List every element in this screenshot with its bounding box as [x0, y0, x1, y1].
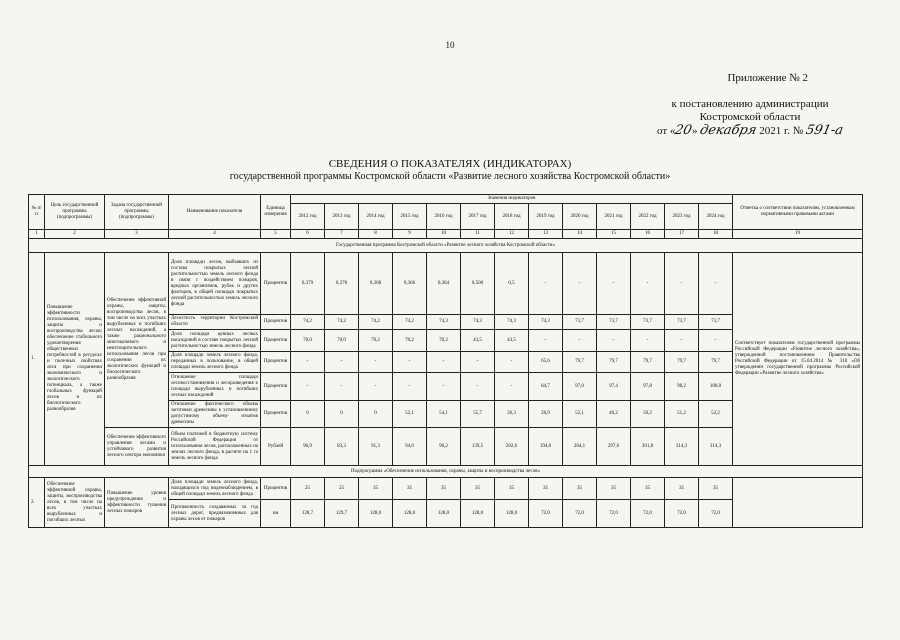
column-number: 17: [665, 230, 699, 239]
value-cell: 74,2: [325, 315, 359, 330]
value-cell: 43,5: [495, 330, 529, 352]
section-title-program: Государственная программа Костромской области «Развитие лесного хозяйства Костромской области»: [29, 239, 863, 253]
appendix-date-line: [640, 124, 860, 138]
value-cell: 74,2: [393, 315, 427, 330]
value-cell: -: [597, 253, 631, 315]
value-cell: 74,3: [529, 315, 563, 330]
column-number: 16: [631, 230, 665, 239]
value-cell: 55,7: [461, 401, 495, 428]
value-cell: -: [495, 352, 529, 373]
value-cell: 52,2: [699, 401, 733, 428]
unit-cell: Процентов: [261, 330, 291, 352]
value-cell: -: [699, 253, 733, 315]
goal-cell: Обеспечение эффективной охраны, защиты, воспроизводства лесов, в том числе на всех участках вырубленных и погибших лесных: [45, 478, 105, 528]
value-cell: 264,1: [563, 428, 597, 466]
value-cell: 35: [699, 478, 733, 500]
value-cell: 35: [563, 478, 597, 500]
note-cell: Соответствует показателям государственной программы Российской Федерации «Развитие лесного хозяйства», утвержденной постановлением Правительства Российской Федерации от 15.04.2014 № 318 «Об утверждении государственной программы Российской Федерации «Развитие лесного хозяйства»: [733, 253, 863, 466]
year-header: 2017 год: [461, 204, 495, 230]
value-cell: 72,0: [631, 500, 665, 528]
appendix-title: Приложение № 2: [727, 72, 808, 84]
value-cell: 0: [291, 401, 325, 428]
task-cell: Обеспечение эффективной охраны, защиты, воспроизводства лесов, в том числе на всех участках вырубленных и погибших лесных насаждений, а также рационального многоцелевого и неистощительного использования лесов при сохранении их экологических функций и биологического разнообразия: [105, 253, 169, 428]
year-header: 2022 год: [631, 204, 665, 230]
document-subtitle: государственной программы Костромской области «Развитие лесного хозяйства Костромской области»: [229, 171, 671, 182]
unit-cell: Процентов: [261, 352, 291, 373]
header-note: Отметка о соответствии показателям, установленным нормативными правовыми актами: [733, 195, 863, 230]
value-cell: 73,7: [631, 315, 665, 330]
value-cell: 79,7: [563, 352, 597, 373]
indicator-name: Доля площади земель лесного фонда, находящихся под видеонаблюдением, в общей площади земель лесного фонда: [169, 478, 261, 500]
unit-cell: Процентов: [261, 253, 291, 315]
value-cell: 26,9: [529, 401, 563, 428]
value-cell: 97,4: [597, 373, 631, 401]
value-cell: -: [291, 373, 325, 401]
value-cell: 35: [631, 478, 665, 500]
appendix-reference: [640, 98, 860, 138]
column-number: 3: [105, 230, 169, 239]
column-number: 6: [291, 230, 325, 239]
value-cell: 35: [495, 478, 529, 500]
value-cell: 54,1: [427, 401, 461, 428]
table-row: [29, 478, 863, 500]
value-cell: 74,3: [461, 315, 495, 330]
year-header: 2013 год: [325, 204, 359, 230]
value-cell: 74,3: [427, 315, 461, 330]
value-cell: 97,8: [631, 373, 665, 401]
column-number: 13: [529, 230, 563, 239]
value-cell: 70,0: [325, 330, 359, 352]
indicator-name: Лесистость территории Костромской области: [169, 315, 261, 330]
value-cell: 35: [597, 478, 631, 500]
year-header: 2023 год: [665, 204, 699, 230]
value-cell: 314,3: [699, 428, 733, 466]
value-cell: 0,500: [461, 253, 495, 315]
column-number: 1: [29, 230, 45, 239]
value-cell: 35: [461, 478, 495, 500]
year-header: 2021 год: [597, 204, 631, 230]
value-cell: 129,7: [325, 500, 359, 528]
value-cell: 25: [325, 478, 359, 500]
column-number: 2: [45, 230, 105, 239]
value-cell: 128,7: [291, 500, 325, 528]
value-cell: 70,2: [393, 330, 427, 352]
value-cell: 52,1: [563, 401, 597, 428]
task-cell: Обеспечение эффективного управления лесами и устойчивого развития лесного сектора экономики: [105, 428, 169, 466]
value-cell: 128,0: [393, 500, 427, 528]
year-header: 2024 год: [699, 204, 733, 230]
value-cell: 73,7: [699, 315, 733, 330]
column-number: 10: [427, 230, 461, 239]
section-title-subprogram: Подпрограмма «Обеспечение использования, охраны, защиты и воспроизводства лесов»: [29, 466, 863, 478]
page-number: 10: [445, 40, 455, 50]
year-header: 2012 год: [291, 204, 325, 230]
value-cell: 83,3: [325, 428, 359, 466]
table-body: [29, 239, 863, 528]
document-title: СВЕДЕНИЯ О ПОКАЗАТЕЛЯХ (ИНДИКАТОРАХ): [328, 158, 572, 170]
header-indicator: Наименование показателя: [169, 195, 261, 230]
indicator-name: Доля площади земель лесного фонда, переданных в пользование, в общей площади земель лесного фонда: [169, 352, 261, 373]
value-cell: 202,6: [495, 428, 529, 466]
value-cell: 0,370: [325, 253, 359, 315]
note-cell: [733, 478, 863, 528]
unit-cell: Процентов: [261, 373, 291, 401]
value-cell: 65,6: [529, 352, 563, 373]
indicator-name: Объем платежей в бюджетную систему Российской Федерации от использования лесов, расположенных на землях лесного фонда, в расчете на 1 га земель лесного фонда: [169, 428, 261, 466]
value-cell: 98,2: [665, 373, 699, 401]
value-cell: 51,2: [665, 401, 699, 428]
value-cell: 91,3: [359, 428, 393, 466]
value-cell: 35: [665, 478, 699, 500]
value-cell: 52,1: [393, 401, 427, 428]
date-month-handwritten: декабря: [698, 123, 759, 138]
value-cell: 74,3: [495, 315, 529, 330]
unit-cell: Процентов: [261, 315, 291, 330]
year-header: 2015 год: [393, 204, 427, 230]
value-cell: 50,2: [631, 401, 665, 428]
value-cell: -: [597, 330, 631, 352]
task-cell: Повышение уровня предупреждения и эффективности тушения лесных пожаров: [105, 478, 169, 528]
value-cell: 297,6: [597, 428, 631, 466]
value-cell: -: [461, 352, 495, 373]
header-goal: Цель государственной программы (подпрограммы): [45, 195, 105, 230]
value-cell: 0: [359, 401, 393, 428]
value-cell: 0,379: [291, 253, 325, 315]
indicator-name: Отношение фактического объема заготовки древесины к установленному допустимому объему изъятия древесины: [169, 401, 261, 428]
year-header: 2014 год: [359, 204, 393, 230]
value-cell: 0,368: [359, 253, 393, 315]
value-cell: -: [393, 352, 427, 373]
value-cell: 74,2: [291, 315, 325, 330]
section-row: [29, 466, 863, 478]
value-cell: 128,0: [495, 500, 529, 528]
value-cell: -: [665, 330, 699, 352]
indicator-name: Отношение площади лесовосстановления и лесоразведения к площади вырубленных и погибших лесных насаждений: [169, 373, 261, 401]
value-cell: 79,7: [665, 352, 699, 373]
year-header: 2019 год: [529, 204, 563, 230]
value-cell: 79,7: [597, 352, 631, 373]
indicators-table: [28, 194, 863, 528]
value-cell: 73,7: [563, 315, 597, 330]
year-header: 2020 год: [563, 204, 597, 230]
unit-cell: км: [261, 500, 291, 528]
value-cell: 139,5: [461, 428, 495, 466]
value-cell: 70,2: [427, 330, 461, 352]
column-number: 11: [461, 230, 495, 239]
value-cell: 79,7: [631, 352, 665, 373]
value-cell: 0: [325, 401, 359, 428]
indicator-name: Протяженность создаваемых за год лесных дорог, предназначенных для охраны лесов от пожаров: [169, 500, 261, 528]
value-cell: -: [461, 373, 495, 401]
column-numbers-row: [29, 230, 863, 239]
value-cell: 72,0: [563, 500, 597, 528]
row-number: 1.: [29, 253, 45, 466]
value-cell: 70,2: [359, 330, 393, 352]
value-cell: 100,0: [699, 373, 733, 401]
value-cell: 96,9: [291, 428, 325, 466]
column-number: 5: [261, 230, 291, 239]
date-prefix: от «: [656, 125, 676, 137]
value-cell: -: [393, 373, 427, 401]
value-cell: 72,0: [665, 500, 699, 528]
value-cell: 72,0: [699, 500, 733, 528]
value-cell: -: [325, 352, 359, 373]
goal-cell: Повышение эффективности использования, охраны, защиты и воспроизводства лесов; обеспечение стабильного удовлетворения общественных потребностей в ресурсах и полезных свойствах леса при сохранении экономического и экологического потенциала, а также глобальных функций лесов и их биологического разнообразия: [45, 253, 105, 466]
value-cell: -: [427, 352, 461, 373]
value-cell: 0,5: [495, 253, 529, 315]
header-values: Значения индикаторов: [291, 195, 733, 204]
value-cell: -: [631, 253, 665, 315]
value-cell: 128,0: [461, 500, 495, 528]
value-cell: 314,3: [665, 428, 699, 466]
value-cell: 72,0: [529, 500, 563, 528]
row-number: 2.: [29, 478, 45, 528]
value-cell: -: [631, 330, 665, 352]
header-row: [29, 195, 863, 204]
column-number: 15: [597, 230, 631, 239]
value-cell: 35: [427, 478, 461, 500]
value-cell: -: [291, 352, 325, 373]
year-header: 2016 год: [427, 204, 461, 230]
value-cell: 0,366: [393, 253, 427, 315]
year-header: 2018 год: [495, 204, 529, 230]
table-row: [29, 253, 863, 315]
column-number: 19: [733, 230, 863, 239]
header-task: Задача государственной программы (подпрограммы): [105, 195, 169, 230]
value-cell: -: [699, 330, 733, 352]
value-cell: 74,2: [359, 315, 393, 330]
appendix-line-2: Костромской области: [699, 111, 801, 123]
column-number: 9: [393, 230, 427, 239]
value-cell: 128,0: [427, 500, 461, 528]
decree-number-handwritten: 591-а: [804, 123, 845, 138]
column-number: 18: [699, 230, 733, 239]
unit-cell: Процентов: [261, 401, 291, 428]
value-cell: 0,364: [427, 253, 461, 315]
value-cell: -: [359, 352, 393, 373]
value-cell: -: [529, 253, 563, 315]
column-number: 8: [359, 230, 393, 239]
value-cell: 25: [291, 478, 325, 500]
value-cell: 128,0: [359, 500, 393, 528]
section-row: [29, 239, 863, 253]
value-cell: 79,7: [699, 352, 733, 373]
column-number: 4: [169, 230, 261, 239]
indicator-name: Доля площади лесов, выбывших из состава покрытых лесной растительностью земель лесного фонда в связи с воздействием пожаров, вредных организмов, рубок и других факторов, в общей площади покрытых лесной растительностью земель лесного фонда: [169, 253, 261, 315]
value-cell: 96,2: [427, 428, 461, 466]
value-cell: 73,7: [665, 315, 699, 330]
value-cell: -: [427, 373, 461, 401]
header-unit: Единица измерения: [261, 195, 291, 230]
value-cell: -: [665, 253, 699, 315]
value-cell: -: [529, 330, 563, 352]
value-cell: -: [563, 253, 597, 315]
appendix-line-1: к постановлению администрации: [671, 98, 829, 110]
value-cell: 43,5: [461, 330, 495, 352]
value-cell: 73,7: [597, 315, 631, 330]
value-cell: 94,6: [393, 428, 427, 466]
unit-cell: Рублей: [261, 428, 291, 466]
header-num: № п/п: [29, 195, 45, 230]
value-cell: 84,7: [529, 373, 563, 401]
value-cell: 194,0: [529, 428, 563, 466]
value-cell: 26,3: [495, 401, 529, 428]
column-number: 12: [495, 230, 529, 239]
value-cell: -: [563, 330, 597, 352]
value-cell: 35: [359, 478, 393, 500]
value-cell: 35: [529, 478, 563, 500]
date-mid: »: [691, 125, 698, 137]
date-day-handwritten: 20: [673, 123, 694, 138]
indicator-name: Доля площади ценных лесных насаждений в составе покрытых лесной растительностью земель лесного фонда: [169, 330, 261, 352]
unit-cell: Процентов: [261, 478, 291, 500]
value-cell: -: [325, 373, 359, 401]
value-cell: 97,0: [563, 373, 597, 401]
column-number: 7: [325, 230, 359, 239]
value-cell: 72,0: [597, 500, 631, 528]
column-number: 14: [563, 230, 597, 239]
value-cell: 46,2: [597, 401, 631, 428]
date-suffix: 2021 г. №: [759, 125, 804, 137]
value-cell: -: [495, 373, 529, 401]
value-cell: 70,0: [291, 330, 325, 352]
value-cell: -: [359, 373, 393, 401]
value-cell: 35: [393, 478, 427, 500]
value-cell: 301,8: [631, 428, 665, 466]
